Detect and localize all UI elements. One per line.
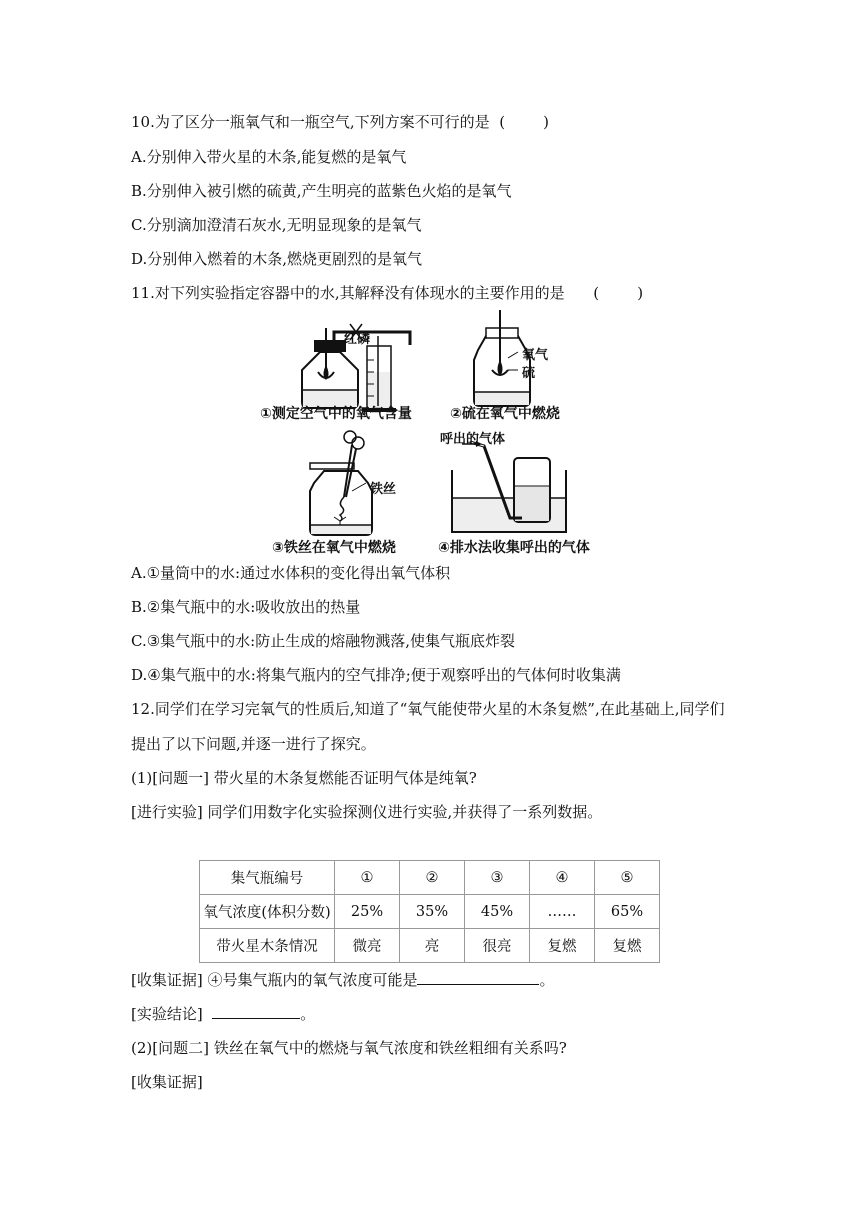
label-oxygen: 氧气: [522, 348, 549, 363]
table-cell: 很亮: [465, 929, 530, 963]
q10-option-b: B.分别伸入被引燃的硫黄,产生明亮的蓝紫色火焰的是氧气: [131, 182, 512, 200]
q12-part2-evidence: [收集证据]: [131, 1073, 203, 1091]
oxygen-data-table: [199, 860, 660, 963]
table-cell: 25%: [335, 895, 400, 929]
q11-option-d: D.④集气瓶中的水:将集气瓶内的空气排净;便于观察呼出的气体何时收集满: [131, 666, 621, 684]
table-cell: 65%: [595, 895, 660, 929]
q11-option-c: C.③集气瓶中的水:防止生成的熔融物溅落,使集气瓶底炸裂: [131, 632, 515, 650]
q10-option-a: A.分别伸入带火星的木条,能复燃的是氧气: [131, 148, 407, 166]
table-cell: 微亮: [335, 929, 400, 963]
table-cell: 45%: [465, 895, 530, 929]
q12-evidence-suffix: 。: [539, 971, 555, 989]
figure-4-caption: ④排水法收集呼出的气体: [438, 540, 590, 556]
table-header-cell: ①: [335, 861, 400, 895]
table-cell: ……: [530, 895, 595, 929]
table-row: [200, 895, 660, 929]
q10-option-c: C.分别滴加澄清石灰水,无明显现象的是氧气: [131, 216, 422, 234]
table-cell: 氧气浓度(体积分数): [200, 895, 335, 929]
table-row: [200, 929, 660, 963]
label-red-phosphorus: 红磷: [344, 332, 371, 347]
figure-4-water-collection: [440, 440, 580, 540]
q12-conclusion-prefix: [实验结论]: [131, 1005, 213, 1023]
q10-stem-text: 10.为了区分一瓶氧气和一瓶空气,下列方案不可行的是: [131, 113, 490, 131]
q11-stem: [131, 283, 643, 303]
table-cell: 35%: [400, 895, 465, 929]
q11-answer-paren: ( ): [593, 284, 644, 302]
figure-2-caption: ②硫在氧气中燃烧: [450, 406, 560, 422]
q11-option-b: B.②集气瓶中的水:吸收放出的热量: [131, 598, 361, 616]
q10-answer-paren: ( ): [499, 113, 550, 131]
q12-part1-experiment: [进行实验] 同学们用数字化实验探测仪进行实验,并获得了一系列数据。: [131, 803, 603, 821]
q12-stem-line1: 12.同学们在学习完氧气的性质后,知道了“氧气能使带火星的木条复燃”,在此基础上,同学们: [131, 700, 725, 718]
answer-blank-concentration[interactable]: [417, 970, 539, 985]
label-sulfur: 硫: [522, 366, 536, 381]
table-header-cell: ②: [400, 861, 465, 895]
table-cell: 亮: [400, 929, 465, 963]
q11-stem-text: 11.对下列实验指定容器中的水,其解释没有体现水的主要作用的是: [131, 284, 565, 302]
label-iron-wire: 铁丝: [370, 482, 397, 497]
table-header-cell: ③: [465, 861, 530, 895]
q10-option-d: D.分别伸入燃着的木条,燃烧更剧烈的是氧气: [131, 250, 423, 268]
table-cell: 复燃: [595, 929, 660, 963]
q12-part2-question: (2)[问题二] 铁丝在氧气中的燃烧与氧气浓度和铁丝粗细有关系吗?: [131, 1039, 567, 1057]
figure-1-caption: ①测定空气中的氧气含量: [260, 406, 412, 422]
figure-3-caption: ③铁丝在氧气中燃烧: [272, 540, 396, 556]
answer-blank-conclusion[interactable]: [212, 1004, 300, 1019]
table-header-cell: ⑤: [595, 861, 660, 895]
q11-option-a: A.①量筒中的水:通过水体积的变化得出氧气体积: [131, 564, 451, 582]
table-header-row: [200, 861, 660, 895]
q12-part1-question: (1)[问题一] 带火星的木条复燃能否证明气体是纯氧?: [131, 769, 477, 787]
q12-stem-line2: 提出了以下问题,并逐一进行了探究。: [131, 735, 376, 753]
q12-evidence-line: [131, 970, 555, 990]
q12-evidence-prefix: [收集证据] ④号集气瓶内的氧气浓度可能是: [131, 971, 418, 989]
q12-conclusion-suffix: 。: [300, 1005, 316, 1023]
table-cell: 带火星木条情况: [200, 929, 335, 963]
table-header-cell: ④: [530, 861, 595, 895]
q10-stem: [131, 112, 549, 132]
q12-conclusion-line: [131, 1004, 315, 1024]
table-cell: 复燃: [530, 929, 595, 963]
table-header-cell: 集气瓶编号: [200, 861, 335, 895]
label-exhaled-gas: 呼出的气体: [440, 432, 506, 447]
